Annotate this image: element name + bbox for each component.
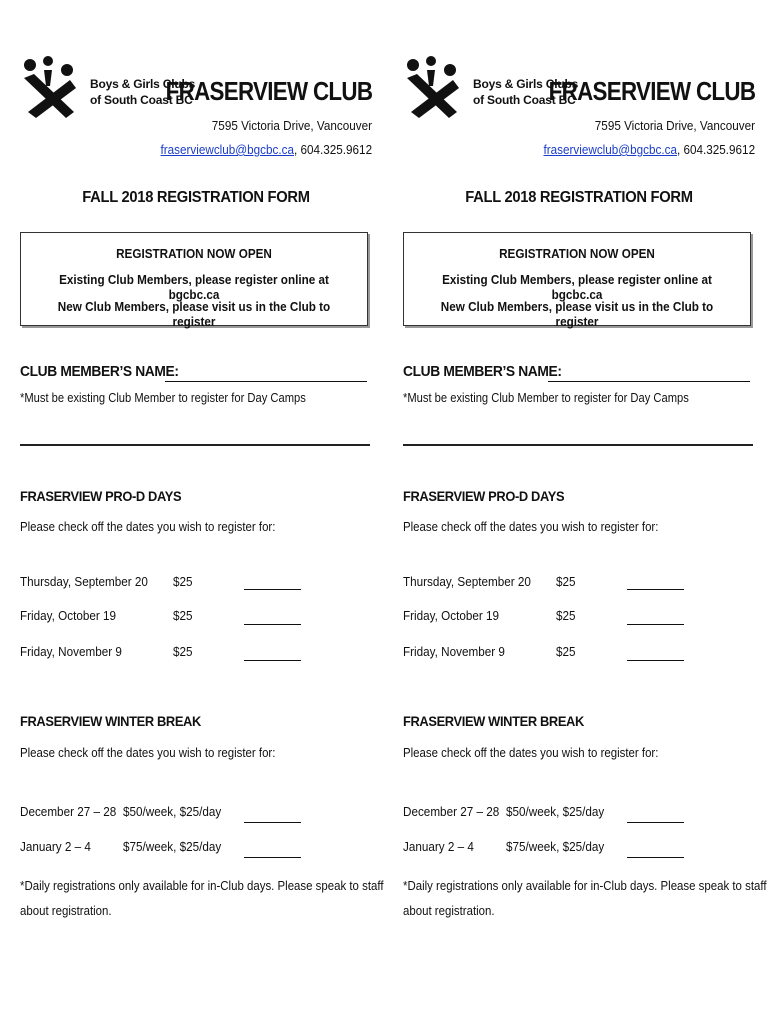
notice-line-3: New Club Members, please visit us in the Club to register <box>440 299 714 329</box>
org-name-line1: Boys & Girls Clubs <box>90 77 196 91</box>
club-title: FRASERVIEW CLUB <box>165 76 372 106</box>
bgc-logo-icon <box>403 56 461 120</box>
club-title: FRASERVIEW CLUB <box>548 76 755 106</box>
winter-checkbox-line-2[interactable] <box>244 845 301 858</box>
winter-price-1: $50/week, $25/day <box>506 804 605 819</box>
winter-checkbox-line-1[interactable] <box>627 810 684 823</box>
winter-break-instructions: Please check off the dates you wish to register for: <box>403 745 659 760</box>
bgc-logo-icon <box>20 56 78 120</box>
registration-notice-box <box>20 232 368 329</box>
winter-price-2: $75/week, $25/day <box>506 839 605 854</box>
winter-date-1: December 27 – 28 <box>403 804 500 819</box>
member-requirement-note: *Must be existing Club Member to register for Day Camps <box>20 390 306 405</box>
winter-price-2: $75/week, $25/day <box>123 839 222 854</box>
notice-line-2: Existing Club Members, please register online at bgcbc.ca <box>442 272 712 302</box>
club-contact <box>160 142 372 157</box>
winter-break-title: FRASERVIEW WINTER BREAK <box>20 713 201 729</box>
notice-line-1: REGISTRATION NOW OPEN <box>499 246 655 261</box>
daily-registration-note <box>20 873 384 923</box>
member-name-field[interactable] <box>165 381 367 382</box>
daily-registration-note-line2: about registration. <box>20 903 112 918</box>
prod-checkbox-line-2[interactable] <box>627 612 684 625</box>
member-name-label: CLUB MEMBER’S NAME: <box>403 363 562 380</box>
prod-date-3: Friday, November 9 <box>20 644 122 659</box>
prod-date-1: Thursday, September 20 <box>403 574 531 589</box>
notice-line-3: New Club Members, please visit us in the Club to register <box>57 299 331 329</box>
member-name-label: CLUB MEMBER’S NAME: <box>20 363 179 380</box>
prod-price-2: $25 <box>173 608 193 623</box>
daily-registration-note <box>403 873 767 923</box>
member-name-field[interactable] <box>548 381 750 382</box>
notice-line-2: Existing Club Members, please register online at bgcbc.ca <box>59 272 329 302</box>
winter-break-title: FRASERVIEW WINTER BREAK <box>403 713 584 729</box>
org-name-line2: of South Coast BC <box>473 93 576 107</box>
form-title: FALL 2018 REGISTRATION FORM <box>82 189 310 206</box>
notice-line-1: REGISTRATION NOW OPEN <box>116 246 272 261</box>
prod-price-2: $25 <box>556 608 576 623</box>
registration-notice-box <box>403 232 751 329</box>
prod-checkbox-line-3[interactable] <box>627 648 684 661</box>
email-link[interactable]: fraserviewclub@bgcbc.ca <box>160 142 294 157</box>
member-requirement-note: *Must be existing Club Member to register for Day Camps <box>403 390 689 405</box>
prod-checkbox-line-3[interactable] <box>244 648 301 661</box>
section-divider <box>403 444 753 446</box>
prod-price-3: $25 <box>173 644 193 659</box>
daily-registration-note-line1: *Daily registrations only available for in-Club days. Please speak to staff <box>20 878 384 893</box>
prod-days-instructions: Please check off the dates you wish to register for: <box>403 519 659 534</box>
prod-date-2: Friday, October 19 <box>403 608 500 623</box>
phone-number: , 604.325.9612 <box>676 142 755 157</box>
phone-number: , 604.325.9612 <box>293 142 372 157</box>
registration-form-left <box>20 0 384 1024</box>
winter-price-1: $50/week, $25/day <box>123 804 222 819</box>
prod-checkbox-line-1[interactable] <box>627 577 684 590</box>
winter-checkbox-line-1[interactable] <box>244 810 301 823</box>
daily-registration-note-line2: about registration. <box>403 903 495 918</box>
prod-days-title: FRASERVIEW PRO-D DAYS <box>20 488 182 504</box>
winter-date-1: December 27 – 28 <box>20 804 117 819</box>
prod-days-instructions: Please check off the dates you wish to register for: <box>20 519 276 534</box>
club-contact <box>543 142 755 157</box>
form-title: FALL 2018 REGISTRATION FORM <box>465 189 693 206</box>
org-name-line1: Boys & Girls Clubs <box>473 77 579 91</box>
winter-date-2: January 2 – 4 <box>403 839 474 854</box>
prod-checkbox-line-2[interactable] <box>244 612 301 625</box>
winter-break-instructions: Please check off the dates you wish to register for: <box>20 745 276 760</box>
prod-price-3: $25 <box>556 644 576 659</box>
winter-date-2: January 2 – 4 <box>20 839 91 854</box>
club-address: 7595 Victoria Drive, Vancouver <box>594 118 755 133</box>
prod-date-3: Friday, November 9 <box>403 644 505 659</box>
winter-checkbox-line-2[interactable] <box>627 845 684 858</box>
prod-days-title: FRASERVIEW PRO-D DAYS <box>403 488 565 504</box>
prod-date-1: Thursday, September 20 <box>20 574 148 589</box>
daily-registration-note-line1: *Daily registrations only available for in-Club days. Please speak to staff <box>403 878 767 893</box>
prod-price-1: $25 <box>556 574 576 589</box>
org-name-line2: of South Coast BC <box>90 93 193 107</box>
prod-checkbox-line-1[interactable] <box>244 577 301 590</box>
club-address: 7595 Victoria Drive, Vancouver <box>211 118 372 133</box>
registration-form-right <box>403 0 767 1024</box>
email-link[interactable]: fraserviewclub@bgcbc.ca <box>543 142 677 157</box>
section-divider <box>20 444 370 446</box>
prod-date-2: Friday, October 19 <box>20 608 117 623</box>
prod-price-1: $25 <box>173 574 193 589</box>
